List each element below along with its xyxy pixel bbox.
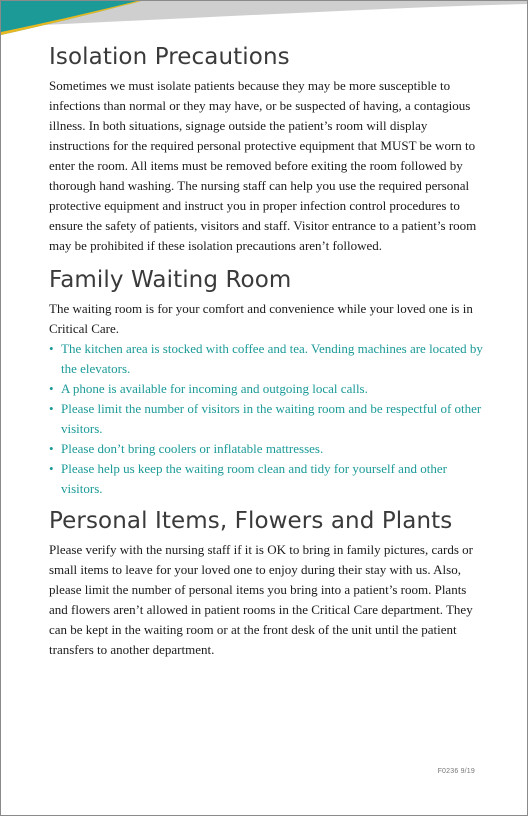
section-paragraph: The waiting room is for your comfort and convenience while your loved one is in Critical Care. — [49, 301, 473, 336]
section-paragraph: Sometimes we must isolate patients because they may be more susceptible to infections than normal or they may have, or be suspected of having, a contagious illness. In both situations, signage outside the patient’s room will display instructions for the required personal protective equipment that MUST be worn to enter the room. All items must be removed before exiting the room followed by thorough hand washing. The nursing staff can help you use the required personal protective equipment and instruct you in proper infection control procedures to ensure the safety of patients, visitors and staff. Visitor entrance to a patient’s room may be prohibited if these isolation precautions aren’t followed. — [49, 78, 477, 253]
list-item-text: Please limit the number of visitors in the waiting room and be respectful of other visitors. — [61, 401, 482, 436]
main-content — [49, 41, 485, 668]
list-item-text: Please don’t bring coolers or inflatable mattresses. — [61, 441, 324, 456]
list-item — [49, 379, 485, 399]
list-item — [49, 399, 485, 439]
list-item-text: The kitchen area is stocked with coffee and tea. Vending machines are located by the elevators. — [61, 341, 483, 376]
bullet-dot: • — [49, 341, 54, 356]
list-item — [49, 459, 485, 499]
bullet-dot: • — [49, 461, 54, 476]
section-heading: Family Waiting Room — [49, 267, 292, 293]
bullet-dot: • — [49, 401, 54, 416]
section-personal-items — [49, 505, 485, 660]
list-item — [49, 439, 485, 459]
bullet-dot: • — [49, 381, 54, 396]
section-heading: Isolation Precautions — [49, 44, 290, 70]
section-family-waiting-room — [49, 264, 485, 499]
form-code: F0236 9/19 — [437, 768, 475, 775]
section-heading: Personal Items, Flowers and Plants — [49, 508, 453, 534]
list-item-text: Please help us keep the waiting room clean and tidy for yourself and other visitors. — [61, 461, 447, 496]
list-item — [49, 339, 485, 379]
waiting-room-bullet-list — [49, 339, 485, 499]
bullet-dot: • — [49, 441, 54, 456]
section-isolation-precautions — [49, 41, 485, 256]
section-paragraph: Please verify with the nursing staff if it is OK to bring in family pictures, cards or small items to leave for your loved one to enjoy during their stay with us. Also, please limit the number of personal items you bring into a patient’s room. Plants and flowers aren’t allowed in patient rooms in the Critical Care department. They can be kept in the waiting room or at the front desk of the unit until the patient transfers to another department. — [49, 542, 473, 657]
list-item-text: A phone is available for incoming and outgoing local calls. — [61, 381, 368, 396]
